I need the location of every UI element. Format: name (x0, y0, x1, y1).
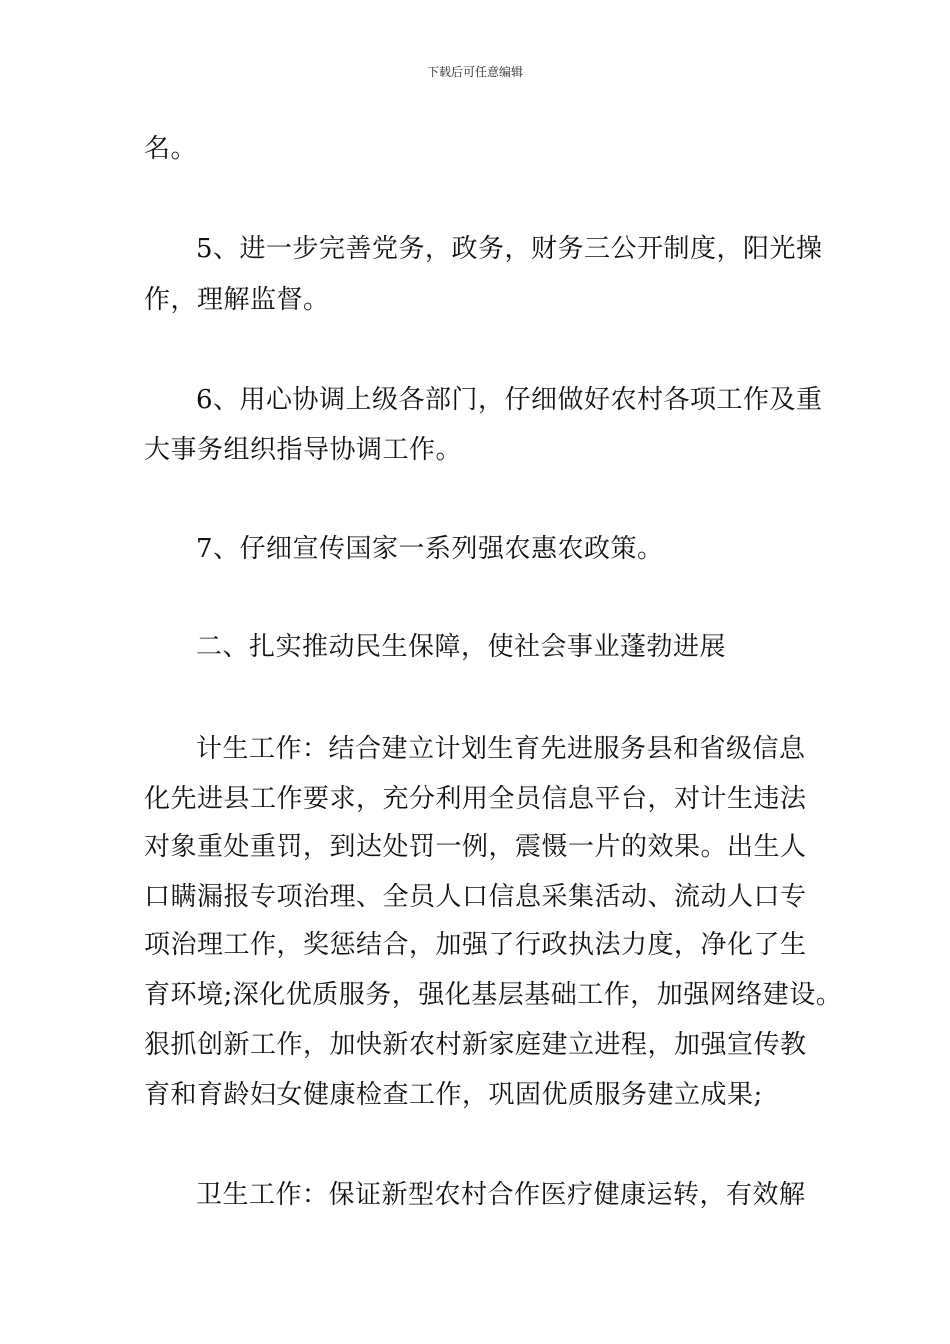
text-line: 口瞒漏报专项治理、全员人口信息采集活动、流动人口专 (144, 882, 807, 912)
text-line: 7、仔细宣传国家一系列强农惠农政策。 (196, 534, 664, 564)
text-line: 名。 (144, 134, 198, 164)
text-line: 化先进县工作要求，充分利用全员信息平台，对计生违法 (144, 784, 807, 814)
text-line: 育环境;深化优质服务，强化基层基础工作，加强网络建设。 (144, 980, 843, 1010)
section-heading: 二、扎实推动民生保障，使社会事业蓬勃进展 (196, 632, 727, 662)
text-line: 狠抓创新工作，加快新农村新家庭建立进程，加强宣传教 (144, 1030, 807, 1060)
text-line: 对象重处重罚，到达处罚一例，震慑一片的效果。出生人 (144, 832, 807, 862)
text-line: 6、用心协调上级各部门，仔细做好农村各项工作及重 (196, 385, 823, 415)
text-line: 作，理解监督。 (144, 285, 330, 315)
text-line: 项治理工作，奖惩结合，加强了行政执法力度，净化了生 (144, 930, 807, 960)
text-line: 卫生工作：保证新型农村合作医疗健康运转，有效解 (196, 1180, 806, 1210)
text-line: 5、进一步完善党务，政务，财务三公开制度，阳光操 (196, 234, 823, 264)
page-header: 下载后可任意编辑 (426, 65, 523, 79)
text-line: 计生工作：结合建立计划生育先进服务县和省级信息 (196, 734, 806, 764)
text-line: 育和育龄妇女健康检查工作，巩固优质服务建立成果; (144, 1080, 763, 1110)
text-line: 大事务组织指导协调工作。 (144, 435, 463, 465)
